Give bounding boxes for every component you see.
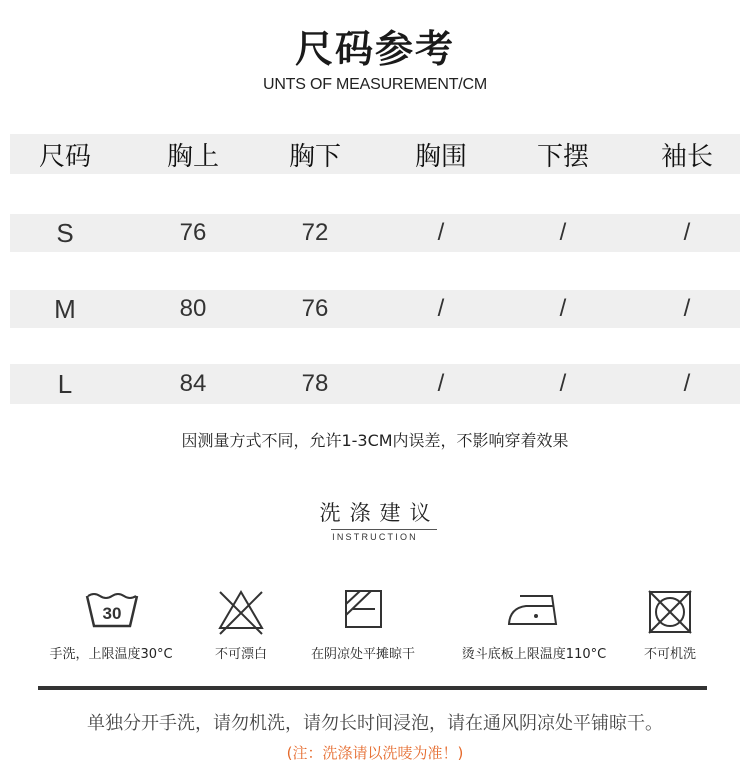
column-header: 下摆 (536, 141, 589, 172)
table-row (10, 214, 740, 252)
care-label-iron: 烫斗底板上限温度110°C (461, 647, 607, 662)
table-spacer-row (10, 174, 740, 214)
table-row (10, 290, 740, 328)
table-cell: 80 (179, 295, 207, 322)
dry-flat-shade-icon (344, 588, 384, 630)
table-cell: / (437, 370, 445, 397)
table-spacer-row (10, 328, 740, 364)
care-label-dry-flat: 在阴凉处平摊晾干 (310, 647, 416, 662)
no-bleach-icon (216, 588, 266, 636)
no-machine-wash-icon (646, 588, 694, 636)
table-header-row (10, 134, 740, 174)
table-spacer-row (10, 252, 740, 290)
size-table (10, 134, 740, 404)
table-cell: / (559, 370, 567, 397)
measurement-note: 因测量方式不同，允许1-3CM内误差，不影响穿着效果 (181, 431, 569, 450)
table-cell: / (683, 295, 691, 322)
column-header: 尺码 (38, 141, 91, 172)
column-header: 胸围 (414, 141, 467, 172)
table-cell: 72 (301, 219, 329, 246)
iron-110-icon (506, 588, 564, 630)
table-cell: M (54, 293, 76, 324)
table-cell: / (683, 219, 691, 246)
column-header: 胸下 (288, 141, 341, 172)
table-cell: / (683, 370, 691, 397)
washing-title-underline (331, 529, 437, 530)
table-cell: 84 (179, 370, 207, 397)
table-cell: 78 (301, 370, 329, 397)
washing-title: 洗涤建议 (319, 501, 440, 525)
table-cell: / (559, 219, 567, 246)
washing-subtitle: INSTRUCTION (332, 532, 418, 542)
table-row (10, 364, 740, 404)
table-cell: / (559, 295, 567, 322)
care-label-hand-wash: 手洗，上限温度30°C (49, 647, 173, 662)
table-cell: S (56, 217, 74, 248)
table-cell: / (437, 295, 445, 322)
table-cell: 76 (179, 219, 207, 246)
page-subtitle: UNTS OF MEASUREMENT/CM (262, 76, 488, 93)
care-label-no-machine-wash: 不可机洗 (643, 647, 697, 662)
table-cell: / (437, 219, 445, 246)
wash-temperature: 30 (102, 604, 122, 623)
washing-warning: (注：洗涤请以洗唛为准！) (286, 744, 464, 762)
washing-instructions: 单独分开手洗，请勿机洗，请勿长时间浸泡，请在通风阴凉处平铺晾干。 (87, 713, 663, 734)
care-label-no-bleach: 不可漂白 (214, 647, 268, 662)
table-cell: L (57, 368, 73, 399)
section-divider (38, 686, 707, 690)
column-header: 胸上 (166, 141, 219, 172)
column-header: 袖长 (660, 141, 713, 172)
page-title: 尺码参考 (294, 27, 455, 71)
table-cell: 76 (301, 295, 329, 322)
hand-wash-30-icon (84, 588, 140, 632)
